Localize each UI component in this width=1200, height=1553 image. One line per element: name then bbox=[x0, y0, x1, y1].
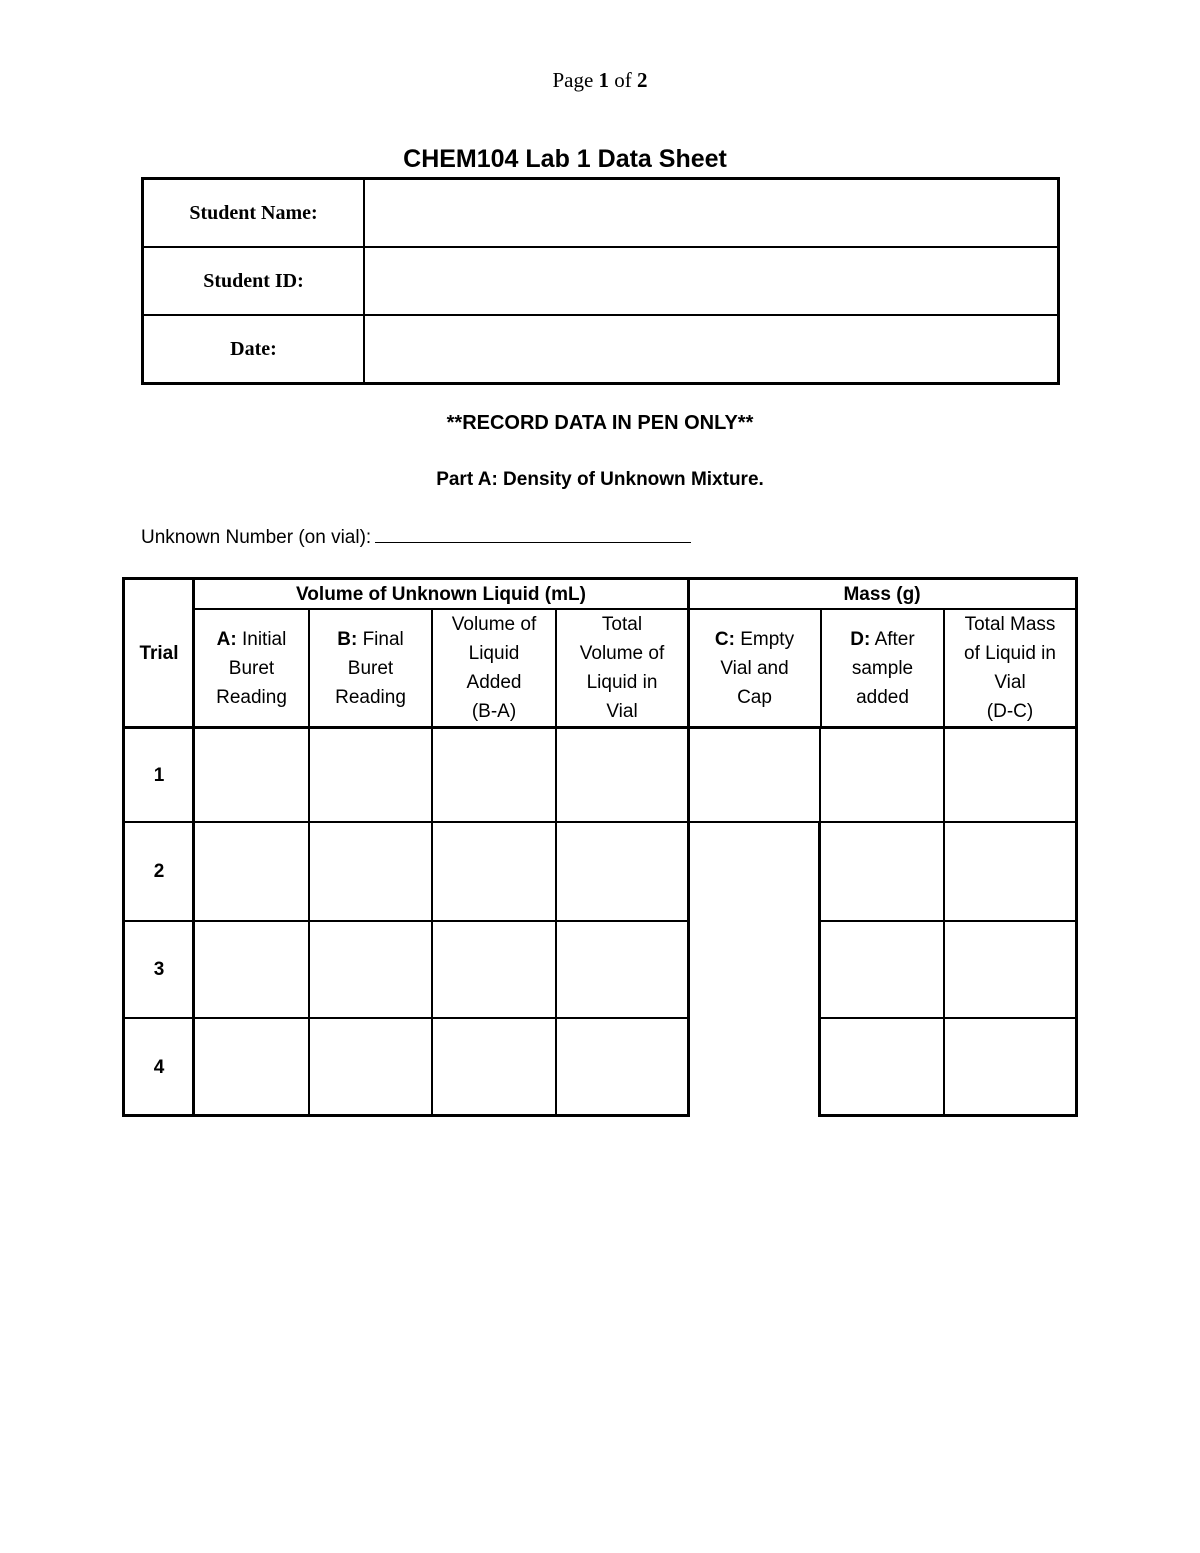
col-added-line2: Liquid bbox=[468, 643, 520, 664]
col-b-line3: Reading bbox=[335, 686, 406, 708]
part-a-heading: Part A: Density of Unknown Mixture. bbox=[436, 469, 764, 490]
col-c-line3: Cap bbox=[737, 686, 772, 708]
col-total-mass-line3: Vial bbox=[994, 672, 1026, 693]
document-title: CHEM104 Lab 1 Data Sheet bbox=[403, 145, 727, 173]
empty-notch bbox=[690, 823, 818, 1119]
notch-right-border bbox=[818, 821, 821, 1117]
col-b-letter: B: bbox=[337, 628, 358, 650]
col-d-header bbox=[821, 609, 944, 727]
trial-number-3: 3 bbox=[153, 959, 165, 980]
col-b-added-divider bbox=[431, 608, 433, 1116]
col-total-mass-line2: of Liquid in bbox=[964, 643, 1056, 664]
col-b-header bbox=[309, 609, 432, 727]
col-added-line1: Volume of bbox=[451, 614, 537, 635]
col-a-b-divider bbox=[308, 608, 310, 1116]
volume-group-header: Volume of Unknown Liquid (mL) bbox=[296, 584, 586, 605]
col-added-line3: Added bbox=[466, 672, 522, 693]
col-total-mass-line4: (D-C) bbox=[986, 701, 1034, 722]
col-total-volume-line1: Total bbox=[601, 614, 643, 635]
col-total-volume-header bbox=[556, 609, 688, 727]
col-c-letter: C: bbox=[714, 628, 735, 650]
student-id-label: Student ID: bbox=[143, 247, 365, 315]
date-label: Date: bbox=[143, 315, 365, 384]
trial-number-2: 2 bbox=[153, 861, 165, 882]
col-a-line1: Initial bbox=[241, 628, 287, 650]
mass-top-border bbox=[688, 577, 1078, 580]
trial-number-4: 4 bbox=[153, 1056, 165, 1078]
page-current: 1 bbox=[598, 68, 610, 92]
col-a-letter: A: bbox=[216, 628, 237, 650]
col-total-volume-line3: Liquid in bbox=[586, 672, 658, 693]
table-bottom-border-right bbox=[819, 1114, 1078, 1117]
col-c-line2: Vial and bbox=[720, 657, 789, 679]
header-bottom-border bbox=[122, 726, 1078, 729]
col-added-header bbox=[432, 609, 556, 727]
row-3-bottom-left bbox=[122, 1017, 689, 1019]
col-b-line1: Final bbox=[362, 628, 404, 650]
col-c-header bbox=[688, 609, 821, 727]
col-d-letter: D: bbox=[850, 628, 871, 650]
row-1-bottom bbox=[122, 821, 1078, 823]
trial-number-1: 1 bbox=[153, 765, 165, 786]
col-d-line1: After bbox=[874, 628, 915, 650]
row-3-bottom-right bbox=[820, 1017, 1078, 1019]
col-d-total-divider bbox=[943, 608, 945, 1116]
row-2-bottom-right bbox=[820, 920, 1078, 922]
page-total: 2 bbox=[637, 68, 648, 92]
col-d-line2: sample bbox=[851, 657, 914, 679]
row-2-bottom-left bbox=[122, 920, 689, 922]
trial-header: Trial bbox=[139, 643, 179, 664]
col-d-line3: added bbox=[856, 686, 909, 708]
col-b-line2: Buret bbox=[347, 657, 394, 679]
table-bottom-border-left bbox=[122, 1114, 690, 1117]
col-total-volume-line4: Vial bbox=[606, 701, 638, 722]
col-added-line4: (B-A) bbox=[471, 701, 517, 722]
col-a-header bbox=[194, 609, 309, 727]
col-total-mass-header bbox=[944, 609, 1076, 727]
col-c-line1: Empty bbox=[740, 628, 795, 650]
col-c-d-divider-header bbox=[820, 608, 822, 729]
col-total-mass-line1: Total Mass bbox=[964, 614, 1056, 635]
col-a-line3: Reading bbox=[216, 686, 287, 708]
record-note: **RECORD DATA IN PEN ONLY** bbox=[446, 412, 754, 434]
mass-group-header: Mass (g) bbox=[843, 584, 921, 605]
page-prefix: Page bbox=[552, 68, 594, 92]
trial-column-divider bbox=[192, 577, 195, 1117]
table-top-border bbox=[122, 577, 689, 580]
col-total-volume-line2: Volume of bbox=[579, 643, 665, 664]
table-left-border bbox=[122, 577, 125, 1117]
page-of: of bbox=[614, 68, 632, 92]
unknown-number-label: Unknown Number (on vial): bbox=[141, 527, 372, 548]
table-right-border bbox=[1075, 577, 1078, 1117]
col-a-line2: Buret bbox=[228, 657, 275, 679]
student-name-label: Student Name: bbox=[143, 179, 365, 248]
col-c-d-divider-row1 bbox=[819, 727, 821, 823]
col-added-total-divider bbox=[555, 608, 557, 1116]
